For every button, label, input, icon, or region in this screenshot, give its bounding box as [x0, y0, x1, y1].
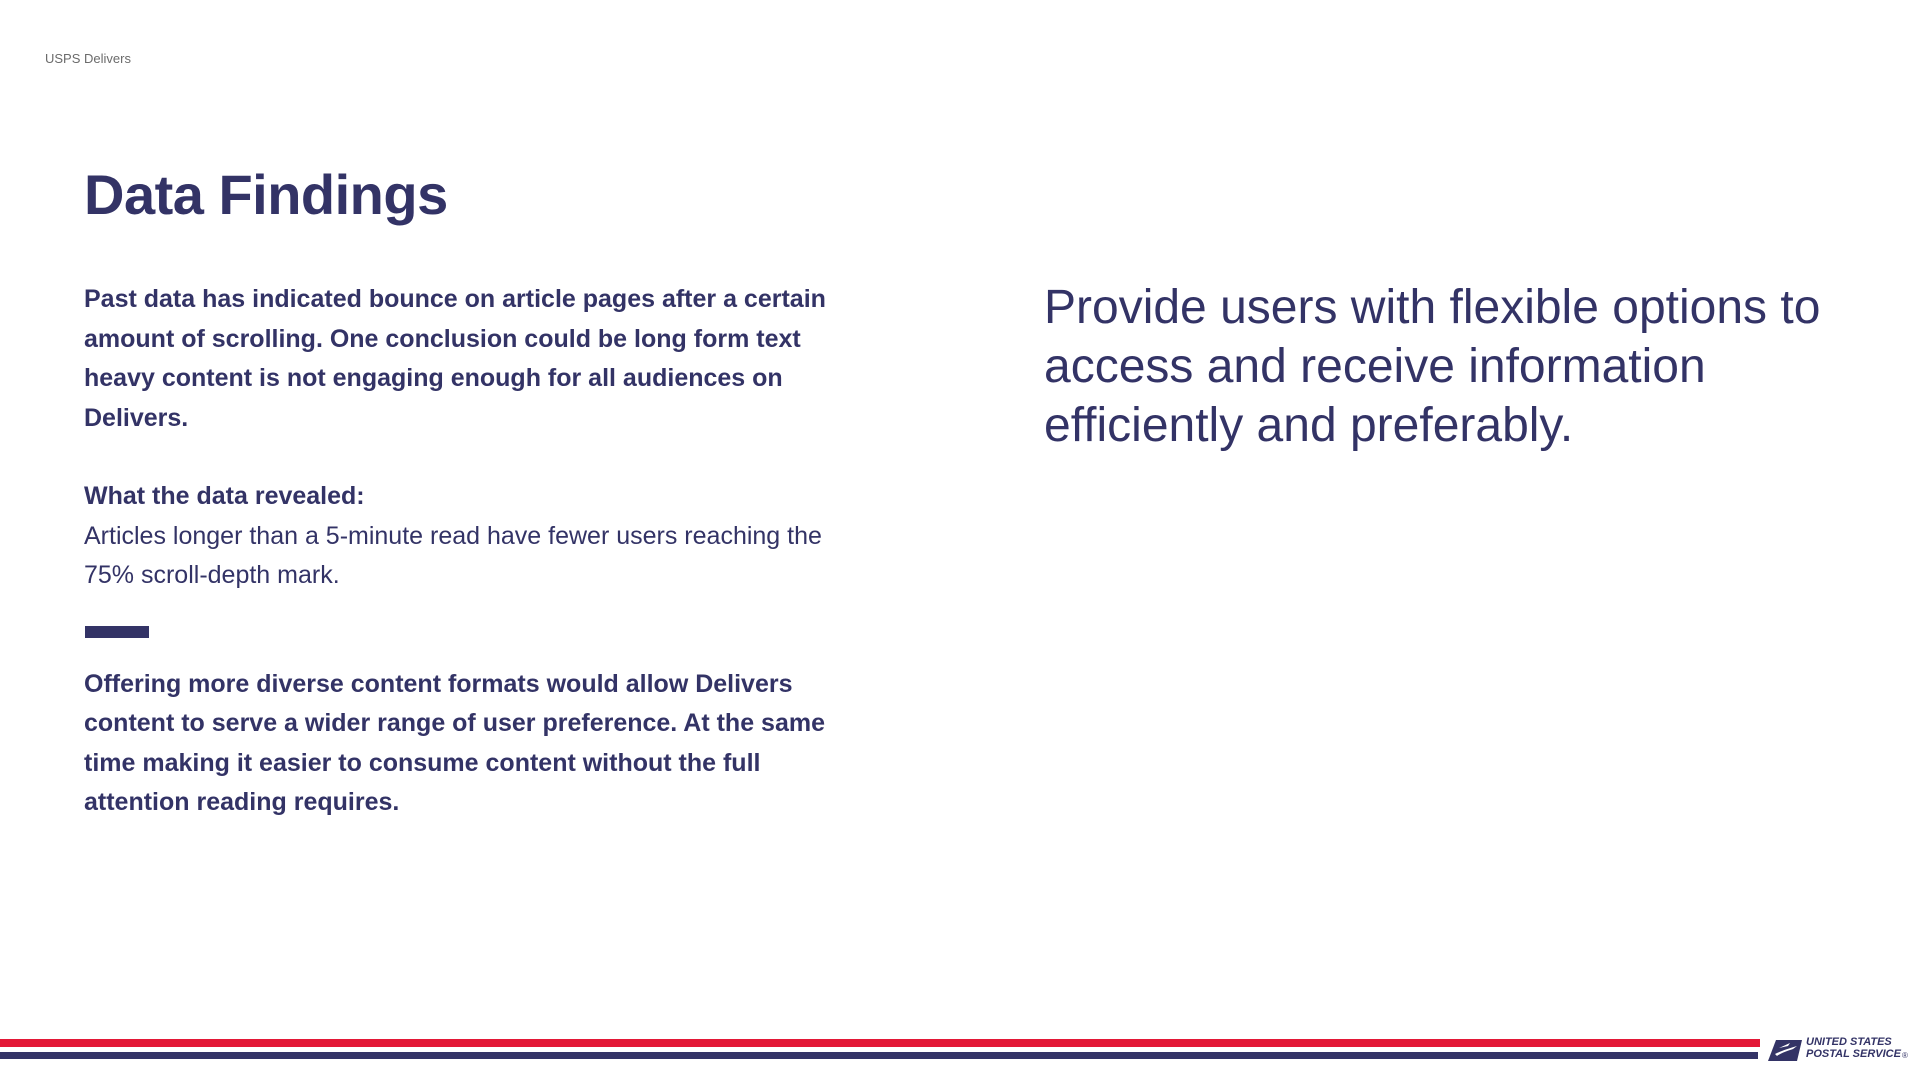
headline-statement: Provide users with flexible options to access and receive information efficiently and preferably.	[1044, 281, 1821, 452]
left-column	[84, 280, 854, 823]
logo-text	[1806, 1036, 1901, 1060]
findings-body: Articles longer than a 5-minute read have fewer users reaching the 75% scroll-depth mark.	[84, 521, 822, 589]
usps-eagle-icon	[1768, 1037, 1802, 1061]
registered-mark: ®	[1902, 1051, 1908, 1060]
intro-paragraph: Past data has indicated bounce on article pages after a certain amount of scrolling. One conclusion could be long form text heavy content is not engaging enough for all audiences on Delivers.	[84, 285, 826, 432]
footer-stripe-blue	[0, 1052, 1758, 1059]
divider-bar	[85, 626, 149, 638]
page-title: Data Findings	[84, 163, 448, 226]
logo-line1: UNITED STATES	[1806, 1036, 1892, 1048]
header-label: USPS Delivers	[45, 51, 131, 66]
logo-line2: POSTAL SERVICE	[1806, 1048, 1901, 1060]
findings-heading: What the data revealed:	[84, 482, 365, 510]
conclusion-paragraph: Offering more diverse content formats would allow Delivers content to serve a wider range of user preference. At the same time making it easier to consume content without the full attention reading requires.	[84, 669, 825, 816]
footer-stripe-red	[0, 1039, 1760, 1047]
usps-logo	[1768, 1034, 1913, 1064]
